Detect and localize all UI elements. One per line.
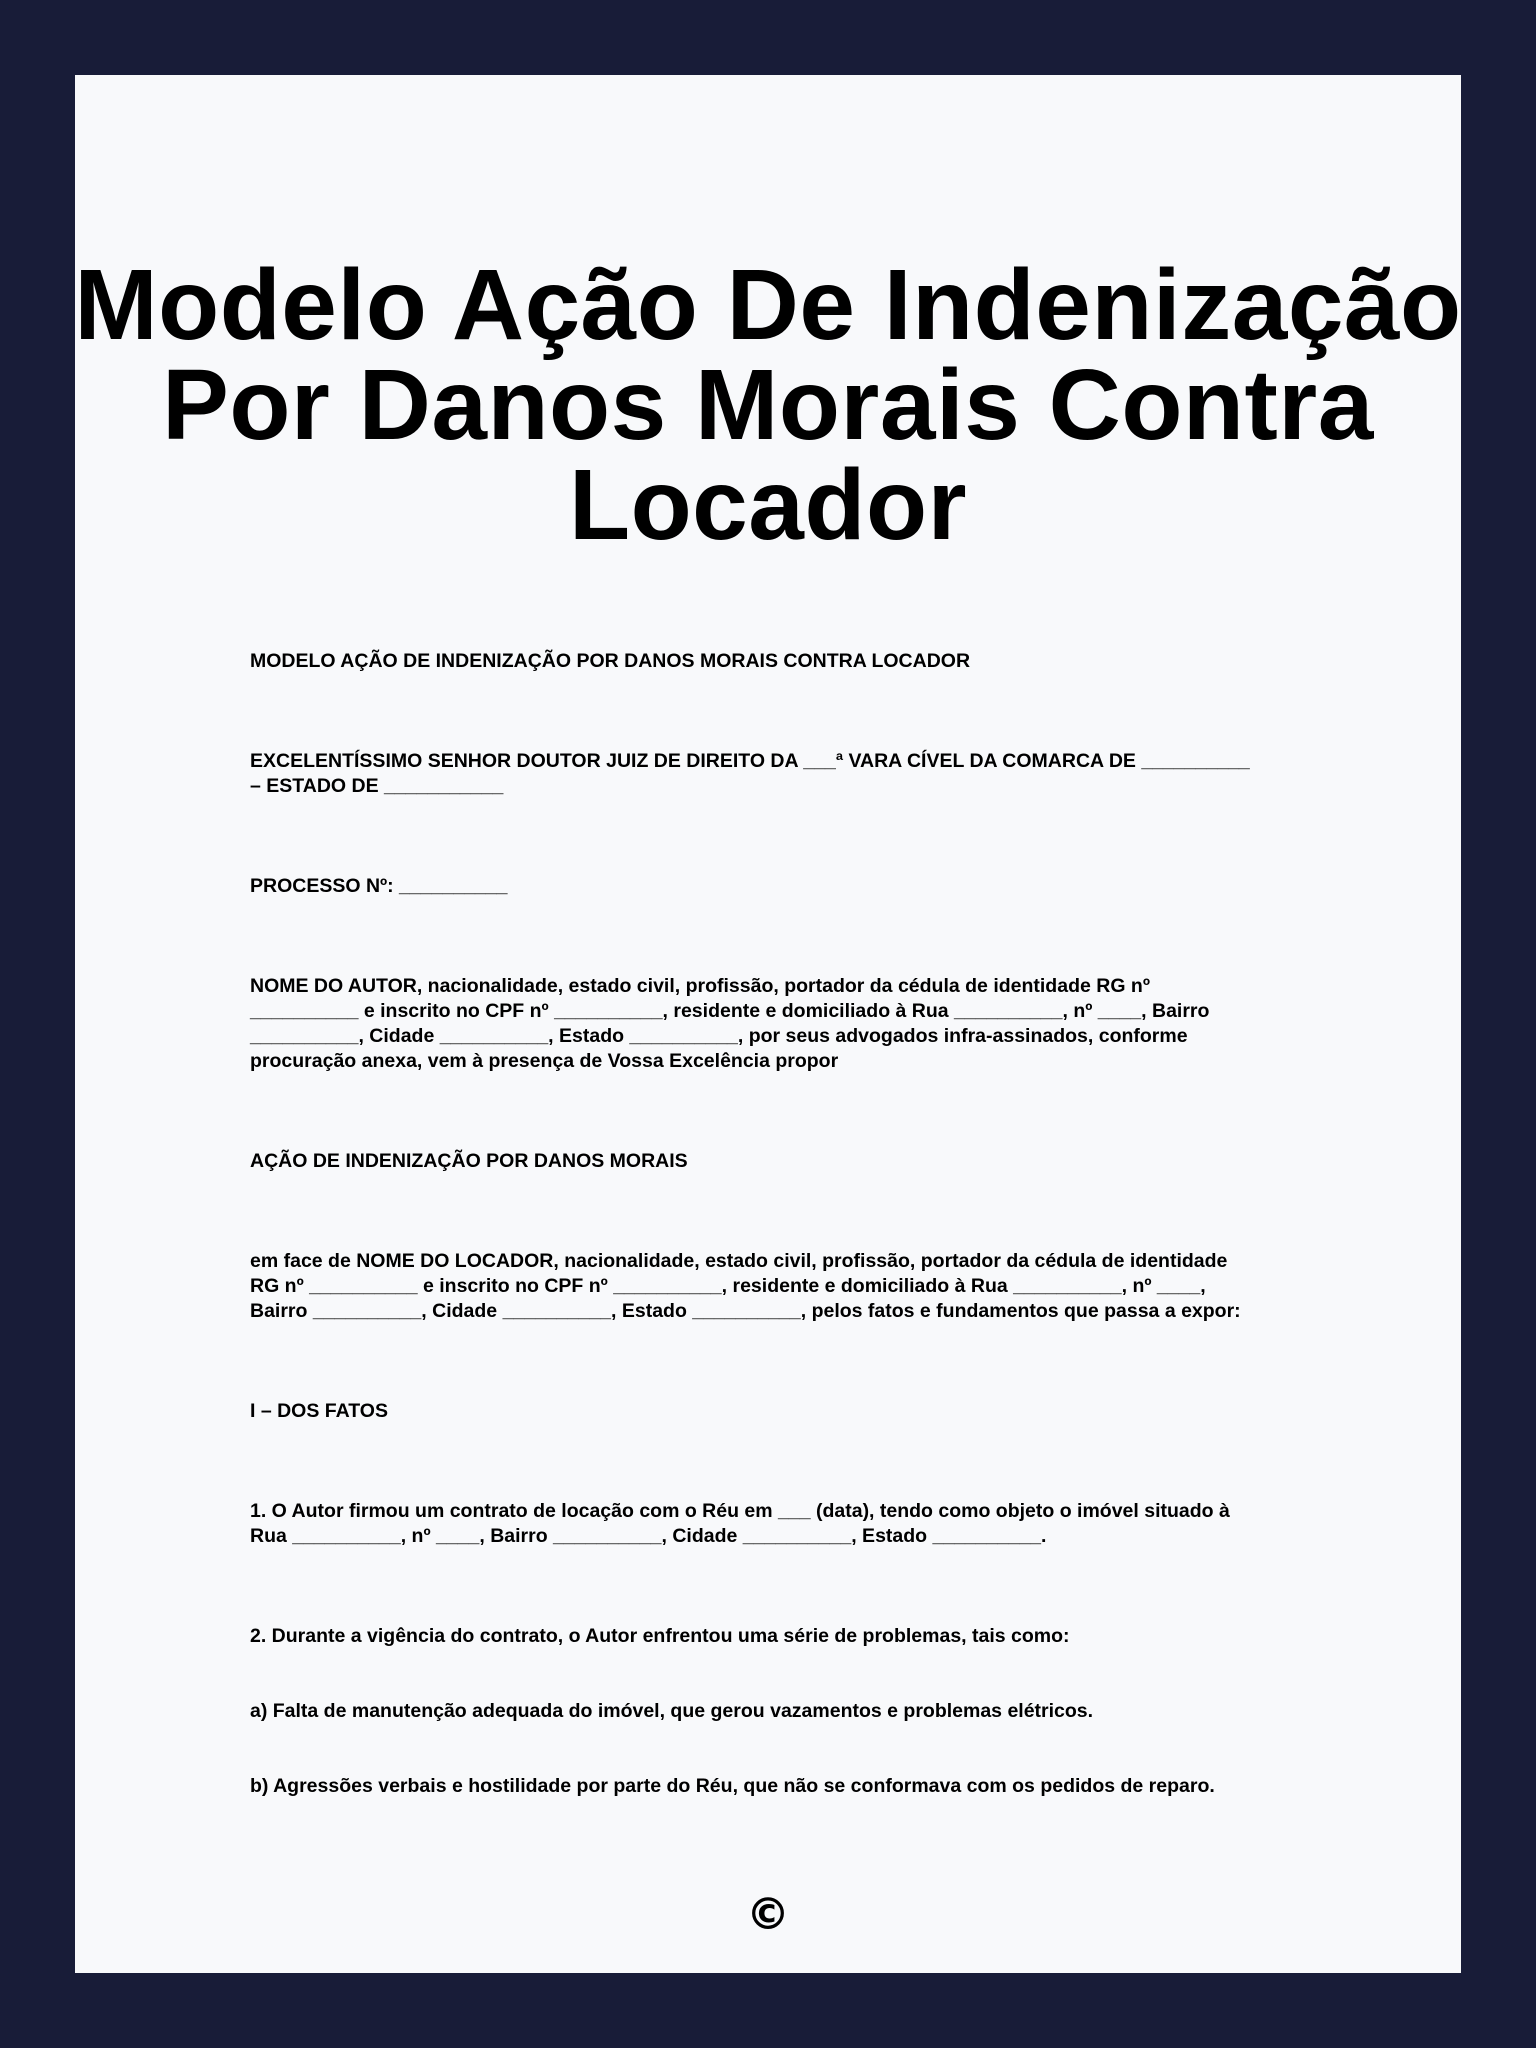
process-number-paragraph: PROCESSO Nº: __________ bbox=[250, 875, 508, 897]
action-name-paragraph: AÇÃO DE INDENIZAÇÃO POR DANOS MORAIS bbox=[250, 1150, 688, 1172]
document-title: Modelo Ação De Indenização Por Danos Morais Contra Locador bbox=[74, 249, 1462, 561]
fact-item-2a: a) Falta de manutenção adequada do imóvel, que gerou vazamentos e problemas elétricos. bbox=[250, 1700, 1094, 1722]
fact-item-2: 2. Durante a vigência do contrato, o Autor enfrentou uma série de problemas, tais como: bbox=[250, 1625, 1070, 1647]
fact-item-2b: b) Agressões verbais e hostilidade por parte do Réu, que não se conformava com os pedidos de reparo. bbox=[250, 1775, 1215, 1797]
fact-item-1: 1. O Autor firmou um contrato de locação com o Réu em ___ (data), tendo como objeto o imóvel situado à Rua __________, nº ____, Bairro __________, Cidade __________, Estado __________. bbox=[250, 1500, 1230, 1547]
author-qualification-paragraph: NOME DO AUTOR, nacionalidade, estado civil, profissão, portador da cédula de identidade RG nº __________ e inscrito no CPF nº __________, residente e domiciliado à Rua __________, nº ____, Bairro __________, Cidade __________, Estado __________, por seus advogados infra-assinados, conforme procuração anexa, vem à presença de Vossa Excelência propor bbox=[250, 975, 1210, 1072]
document-body bbox=[250, 649, 1290, 1799]
body-heading: MODELO AÇÃO DE INDENIZAÇÃO POR DANOS MORAIS CONTRA LOCADOR bbox=[250, 650, 971, 672]
copyright-icon: © bbox=[746, 1889, 790, 1940]
addressee-paragraph: EXCELENTÍSSIMO SENHOR DOUTOR JUIZ DE DIREITO DA ___ª VARA CÍVEL DA COMARCA DE __________ – ESTADO DE ___________ bbox=[250, 750, 1250, 797]
section-heading-facts: I – DOS FATOS bbox=[250, 1400, 388, 1422]
defendant-qualification-paragraph: em face de NOME DO LOCADOR, nacionalidade, estado civil, profissão, portador da cédula de identidade RG nº __________ e inscrito no CPF nº __________, residente e domiciliado à Rua __________, nº ____, Bairro __________, Cidade __________, Estado __________, pelos fatos e fundamentos que passa a expor: bbox=[250, 1250, 1241, 1322]
document-page bbox=[75, 75, 1461, 1973]
